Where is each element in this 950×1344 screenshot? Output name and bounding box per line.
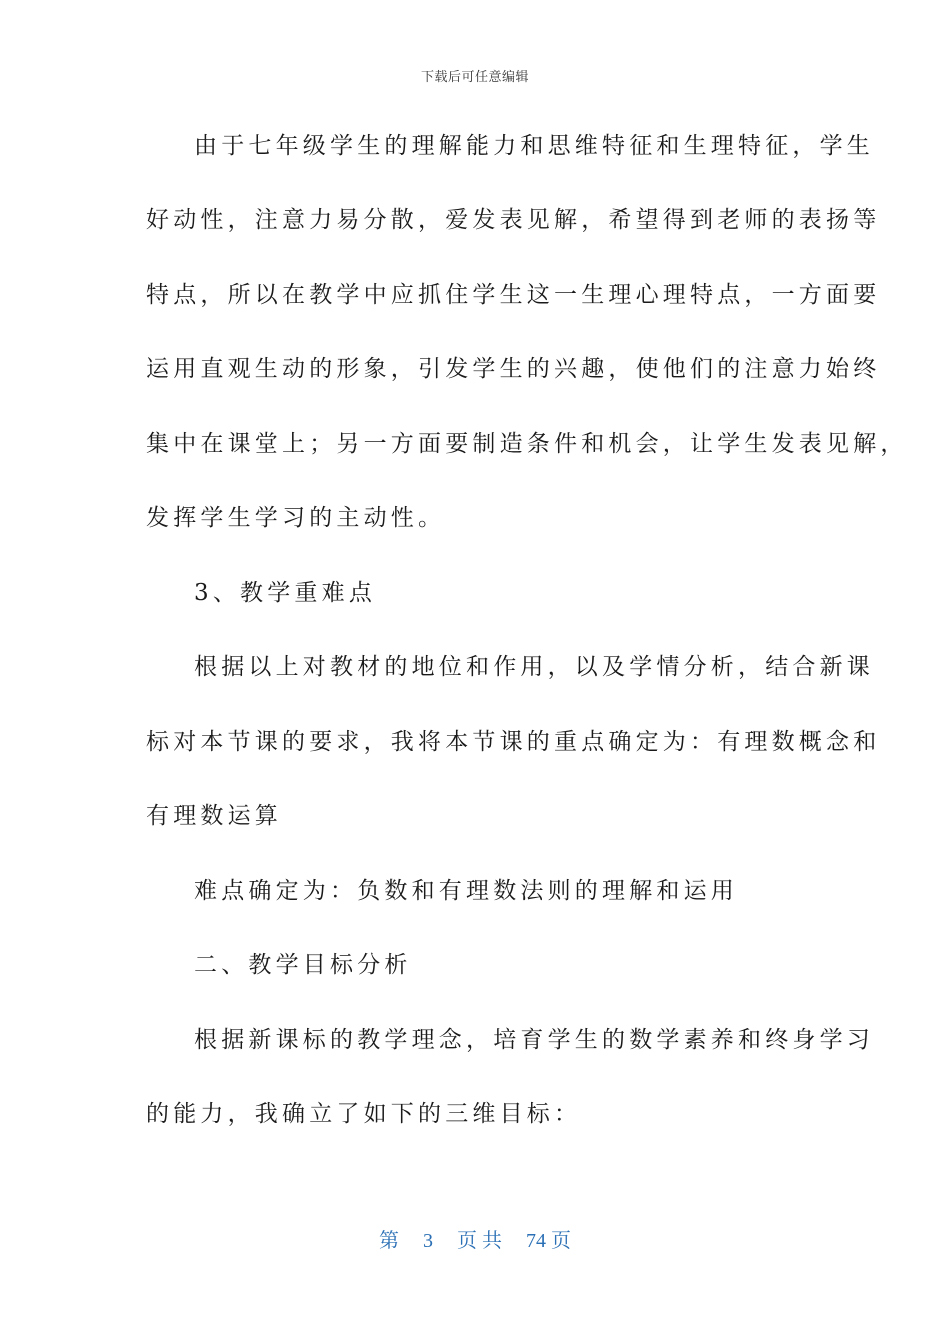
footer-page-number: 3 [423, 1230, 433, 1252]
paragraph-line: 由于七年级学生的理解能力和思维特征和生理特征，学生 [194, 133, 874, 159]
paragraph-line: 有理数运算 [146, 803, 282, 829]
paragraph-line: 的能力，我确立了如下的三维目标： [146, 1101, 582, 1127]
paragraph-line: 发挥学生学习的主动性。 [146, 505, 446, 531]
footer-total-pages: 74 [526, 1230, 546, 1252]
header-note: 下载后可任意编辑 [420, 70, 529, 85]
paragraph-line: 特点，所以在教学中应抓住学生这一生理心理特点，一方面要 [146, 282, 881, 308]
section-heading: 二、教学目标分析 [194, 952, 412, 978]
footer-middle: 页 共 [457, 1230, 502, 1252]
footer-suffix: 页 [551, 1230, 571, 1252]
paragraph-line: 运用直观生动的形象，引发学生的兴趣，使他们的注意力始终 [146, 356, 881, 382]
section-heading: 3、教学重难点 [194, 580, 377, 606]
paragraph-line: 标对本节课的要求，我将本节课的重点确定为：有理数概念和 [146, 729, 881, 755]
paragraph-line: 根据以上对教材的地位和作用，以及学情分析，结合新课 [194, 654, 874, 680]
paragraph-line: 难点确定为：负数和有理数法则的理解和运用 [194, 878, 738, 904]
paragraph-line: 根据新课标的教学理念，培育学生的数学素养和终身学习 [194, 1027, 874, 1053]
footer-prefix: 第 [379, 1230, 399, 1252]
paragraph-line: 好动性，注意力易分散，爱发表见解，希望得到老师的表扬等 [146, 207, 881, 233]
paragraph-line: 集中在课堂上；另一方面要制造条件和机会，让学生发表见解， [146, 431, 908, 457]
page-footer [0, 1224, 950, 1253]
